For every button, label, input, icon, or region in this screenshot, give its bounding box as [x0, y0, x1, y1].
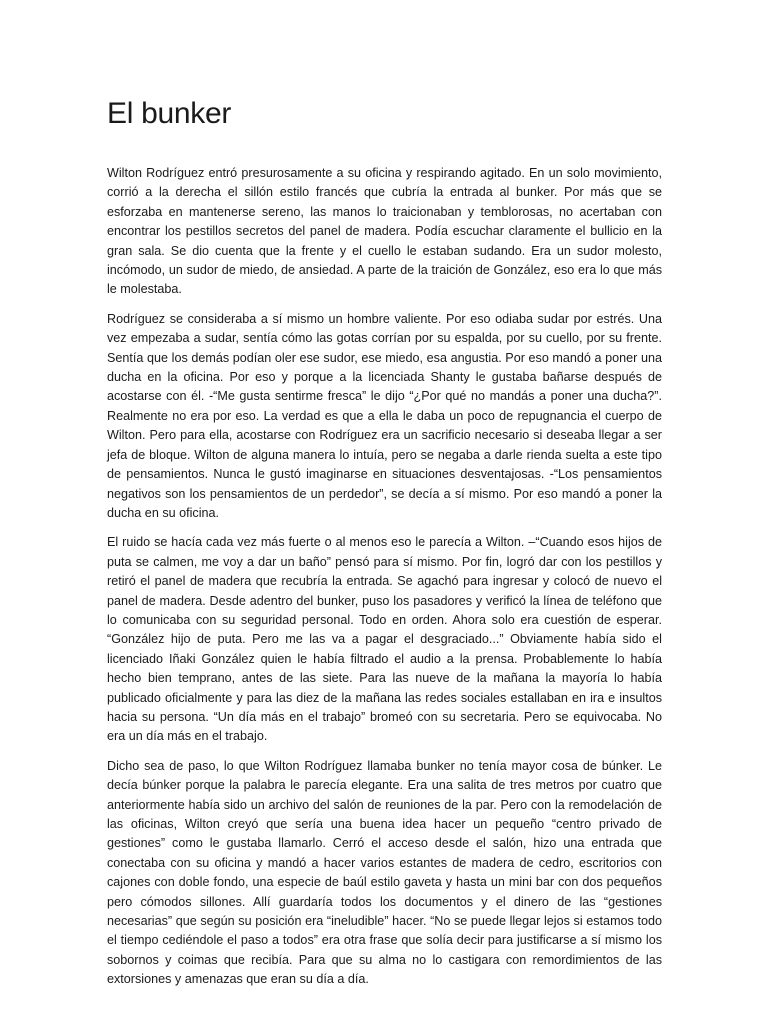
document-title: El bunker	[107, 97, 232, 130]
paragraph-1: Wilton Rodríguez entró presurosamente a su oficina y respirando agitado. En un solo movimiento, corrió a la derecha el sillón estilo francés que cubría la entrada al bunker. Por más que se esforzaba en mantenerse sereno, las manos lo traicionaban y temblorosas, no acertaban con encontrar los pestillos secretos del panel de madera. Podía escuchar claramente el bullicio en la gran sala. Se dio cuenta que la frente y el cuello le estaban sudando. Era un sudor molesto, incómodo, un sudor de miedo, de ansiedad. A parte de la traición de González, eso era lo que más le molestaba.	[107, 166, 662, 297]
paragraph-4: Dicho sea de paso, lo que Wilton Rodríguez llamaba bunker no tenía mayor cosa de búnker. Le decía búnker porque la palabra le parecía elegante. Era una salita de tres metros por cuatro que anteriormente había sido un archivo del salón de reuniones de la par. Pero con la remodelación de las oficinas, Wilton creyó que sería una buena idea hacer un pequeño “centro privado de gestiones” como le gustaba llamarlo. Cerró el acceso desde el salón, hizo una entrada que conectaba con su oficina y mandó a hacer varios estantes de madera de cedro, escritorios con cajones con doble fondo, una especie de baúl estilo gaveta y hasta un mini bar con dos pequeños pero cómodos sillones. Allí guardaría todos los documentos y el dinero de las “gestiones necesarias” que según su posición era “ineludible” hacer. “No se puede llegar lejos si estamos todo el tiempo cediéndole el paso a todos” era otra frase que solía decir para justificarse a sí mismo los sobornos y coimas que recibía. Para que su alma no lo castigara con remordimientos de las extorsiones y amenazas que eran su día a día.	[107, 758, 662, 987]
paragraph-3: El ruido se hacía cada vez más fuerte o al menos eso le parecía a Wilton. –“Cuando esos hijos de puta se calmen, me voy a dar un baño” pensó para sí mismo. Por fin, logró dar con los pestillos y retiró el panel de madera que recubría la entrada. Se agachó para ingresar y colocó de nuevo el panel de madera. Desde adentro del bunker, puso los pasadores y verificó la línea de teléfono que lo comunicaba con su seguridad personal. Todo en orden. Ahora solo era cuestión de esperar. “González hijo de puta. Pero me las va a pagar el desgraciado...” Obviamente había sido el licenciado Iñaki González quien le había filtrado el audio a la prensa. Probablemente lo había hecho bien temprano, antes de las siete. Para las nueve de la mañana la mayoría lo había publicado oficialmente y para las diez de la mañana las redes sociales estallaban en ira e insultos hacia su persona. “Un día más en el trabajo” bromeó con su secretaria. Pero se equivocaba. No era un día más en el trabajo.	[107, 535, 662, 744]
document-body	[107, 164, 662, 1000]
paragraph-2: Rodríguez se consideraba a sí mismo un hombre valiente. Por eso odiaba sudar por estrés. Una vez empezaba a sudar, sentía cómo las gotas corrían por su espalda, por su cuello, por su frente. Sentía que los demás podían oler ese sudor, ese miedo, esa angustia. Por eso mandó a poner una ducha en la oficina. Por eso y porque a la licenciada Shanty le gustaba bañarse después de acostarse con él. -“Me gusta sentirme fresca” le dijo “¿Por qué no mandás a poner una ducha?”. Realmente no era por eso. La verdad es que a ella le daba un poco de repugnancia el cuerpo de Wilton. Pero para ella, acostarse con Rodríguez era un sacrificio necesario si deseaba llegar a ser jefa de bloque. Wilton de alguna manera lo intuía, pero se negaba a darle rienda suelta a este tipo de pensamientos. Nunca le gustó imaginarse en situaciones desventajosas. -“Los pensamientos negativos son los pensamientos de un perdedor”, se decía a sí mismo. Por eso mandó a poner la ducha en su oficina.	[107, 311, 662, 520]
